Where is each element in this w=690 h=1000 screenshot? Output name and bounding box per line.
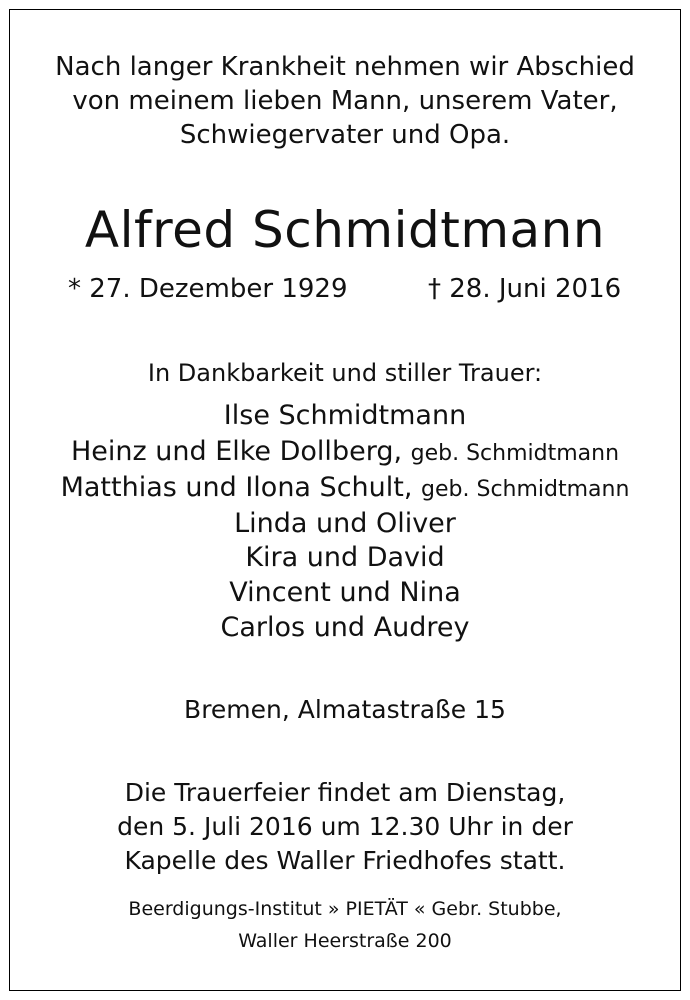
family-member-name: Kira und David xyxy=(245,542,445,573)
family-member-name: Matthias und Ilona Schult, xyxy=(60,472,413,503)
family-address: Bremen, Almatastraße 15 xyxy=(184,695,506,724)
life-dates xyxy=(0,274,690,310)
family-member xyxy=(0,575,690,611)
intro-line-2: von meinem lieben Mann, unserem Vater, xyxy=(72,86,618,116)
family-member-name: Carlos und Audrey xyxy=(220,612,470,643)
service-line-2: den 5. Juli 2016 um 12.30 Uhr in der xyxy=(117,812,573,841)
family-member xyxy=(0,470,690,508)
family-member xyxy=(0,434,690,472)
undertaker-line-2: Waller Heerstraße 200 xyxy=(238,930,452,952)
family-member-name: Linda und Oliver xyxy=(234,508,456,539)
family-member xyxy=(0,540,690,576)
intro-line-3: Schwiegervater und Opa. xyxy=(179,120,511,150)
family-member-name: Ilse Schmidtmann xyxy=(223,400,467,431)
family-member xyxy=(0,398,690,434)
intro-line-1: Nach langer Krankheit nehmen wir Abschied xyxy=(55,52,635,82)
service-line-1: Die Trauerfeier findet am Dienstag, xyxy=(124,778,566,807)
family-member-name: Vincent und Nina xyxy=(229,577,461,608)
service-line-3: Kapelle des Waller Friedhofes statt. xyxy=(124,846,566,875)
birth-date: * 27. Dezember 1929 xyxy=(68,274,348,304)
family-member-birth-name: geb. Schmidtmann xyxy=(410,441,620,466)
undertaker-line-1: Beerdigungs-Institut » PIETÄT « Gebr. Stubbe, xyxy=(128,898,562,920)
family-member-name: Heinz und Elke Dollberg, xyxy=(70,436,403,467)
family-member-birth-name: geb. Schmidtmann xyxy=(421,477,630,502)
family-member xyxy=(0,506,690,542)
family-member xyxy=(0,610,690,646)
deceased-name: Alfred Schmidtmann xyxy=(84,201,606,259)
death-date: † 28. Juni 2016 xyxy=(428,274,622,304)
mourning-heading: In Dankbarkeit und stiller Trauer: xyxy=(147,359,543,387)
